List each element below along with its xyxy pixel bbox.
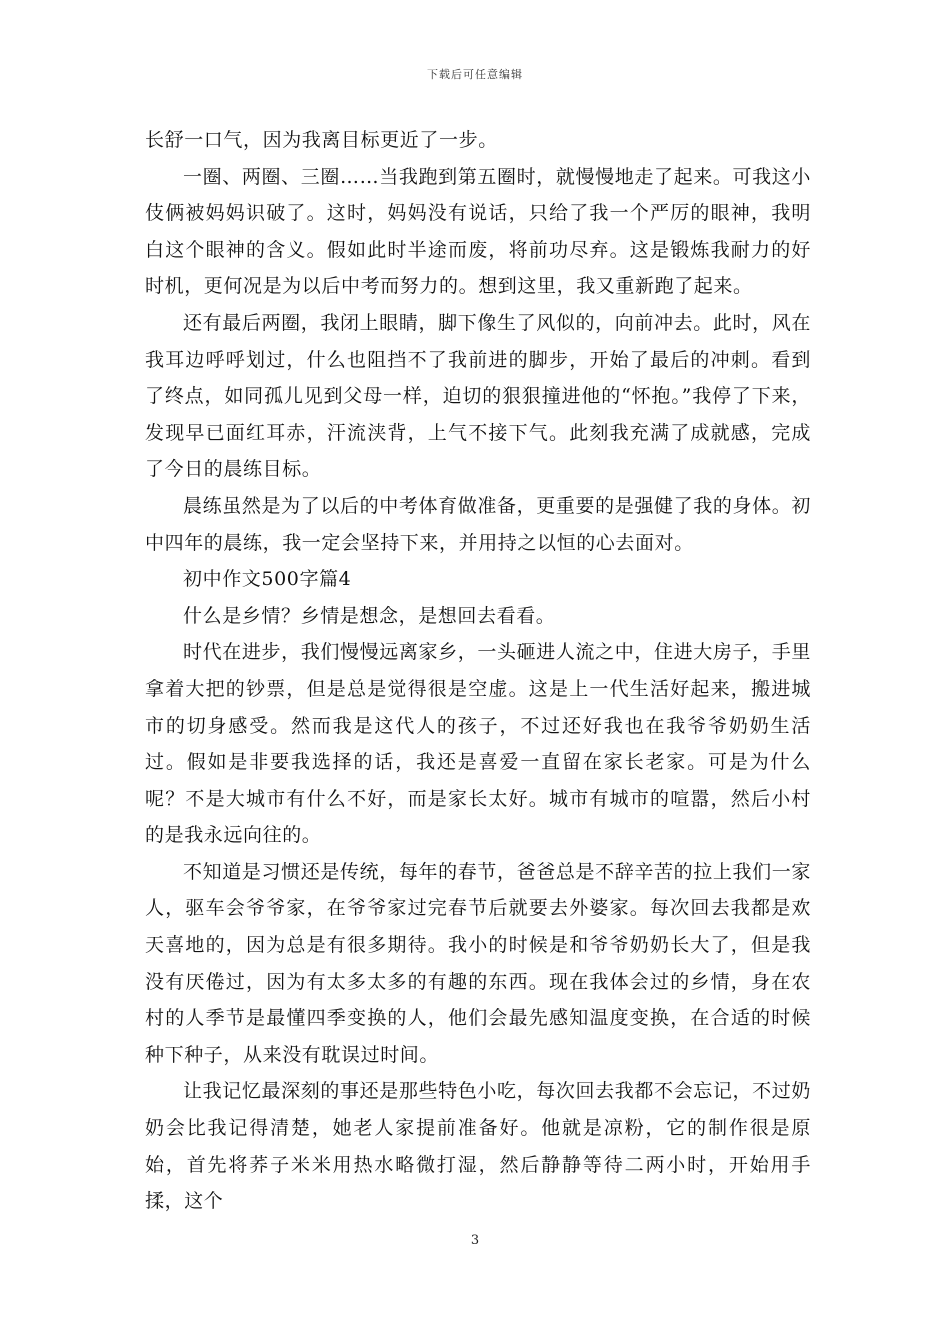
header-note: 下载后可任意编辑 (427, 68, 523, 81)
document-body (145, 122, 811, 1220)
paragraph-continuation: 长舒一口气，因为我离目标更近了一步。 (145, 129, 498, 151)
paragraph: 什么是乡情？乡情是想念，是想回去看看。 (183, 604, 556, 627)
paragraph: 让我记忆最深刻的事还是那些特色小吃，每次回去我都不会忘记，不过奶奶会比我记得清楚，她老人家提前准备好。他就是凉粉，它的制作很是原始，首先将荞子米米用热水略微打湿，然后静静等待二两小时，开始用手揉，这个 (145, 1080, 811, 1213)
paragraph: 一圈、两圈、三圈……当我跑到第五圈时，就慢慢地走了起来。可我这小伎俩被妈妈识破了。这时，妈妈没有说话，只给了我一个严厉的眼神，我明白这个眼神的含义。假如此时半途而废，将前功尽弃。这是锻炼我耐力的好时机，更何况是为以后中考而努力的。想到这里，我又重新跑了起来。 (145, 165, 811, 298)
paragraph: 不知道是习惯还是传统，每年的春节，爸爸总是不辞辛苦的拉上我们一家人，驱车会爷爷家，在爷爷家过完春节后就要去外婆家。每次回去我都是欢天喜地的，因为总是有很多期待。我小的时候是和爷爷奶奶长大了，但是我没有厌倦过，因为有太多太多的有趣的东西。现在我体会过的乡情，身在农村的人季节是最懂四季变换的人，他们会最先感知温度变换，在合适的时候种下种子，从来没有耽误过时间。 (145, 860, 811, 1066)
paragraph: 晨练虽然是为了以后的中考体育做准备，更重要的是强健了我的身体。初中四年的晨练，我一定会坚持下来，并用持之以恒的心去面对。 (145, 494, 811, 554)
paragraph: 时代在进步，我们慢慢远离家乡，一头砸进人流之中，住进大房子，手里拿着大把的钞票，但是总是觉得很是空虚。这是上一代生活好起来，搬进城市的切身感受。然而我是这代人的孩子，不过还好我也在我爷爷奶奶生活过。假如是非要我选择的话，我还是喜爱一直留在家长老家。可是为什么呢？不是大城市有什么不好，而是家长太好。城市有城市的喧嚣，然后小村的是我永远向往的。 (145, 641, 811, 847)
paragraph: 还有最后两圈，我闭上眼睛，脚下像生了风似的，向前冲去。此时，风在我耳边呼呼划过，什么也阻挡不了我前进的脚步，开始了最后的冲刺。看到了终点，如同孤儿见到父母一样，迫切的狠狠撞进他的“怀抱。”我停了下来，发现早已面红耳赤，汗流浃背，上气不接下气。此刻我充满了成就感，完成了今日的晨练目标。 (145, 311, 811, 481)
section-heading: 初中作文500字篇4 (183, 568, 352, 591)
page-number: 3 (470, 1233, 480, 1248)
